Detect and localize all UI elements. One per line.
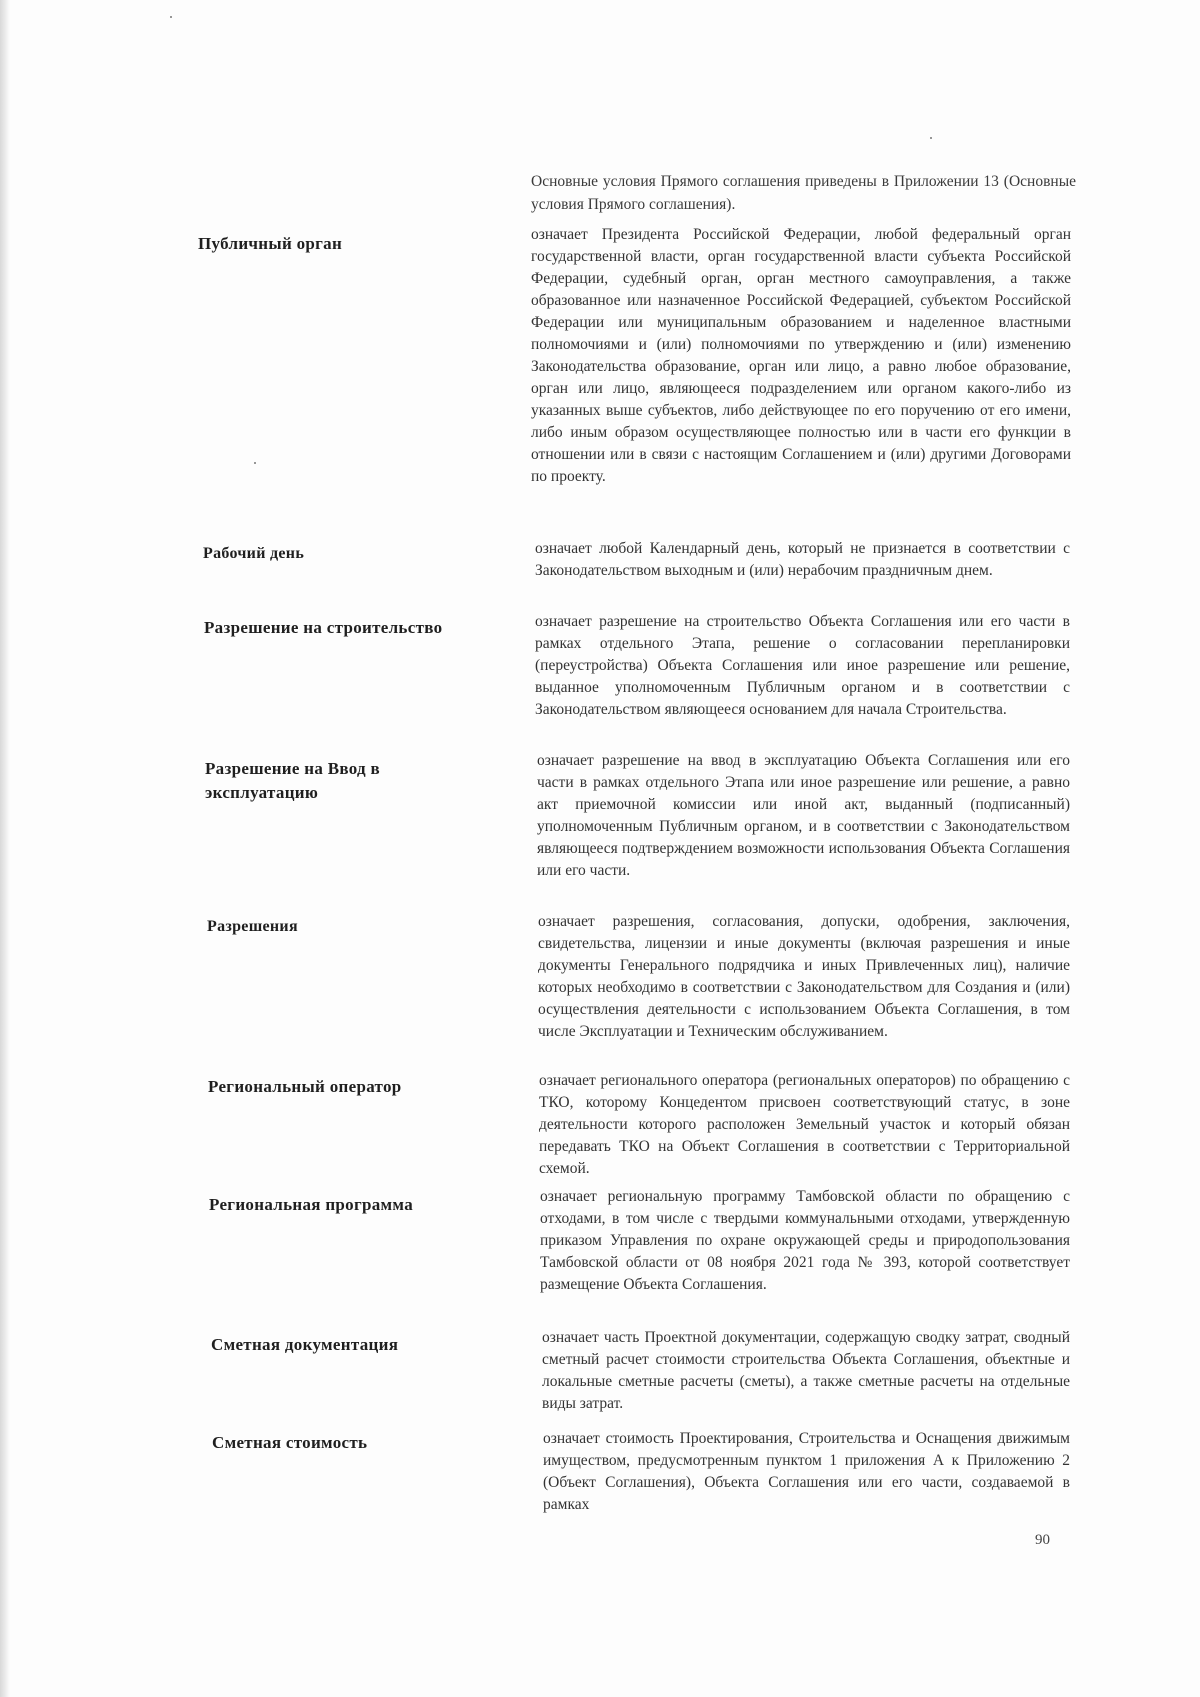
definition-construction-permit: означает разрешение на строительство Объекта Соглашения или его части в рамках отдельного Этапа, решение о согласовании перепланировки (переустройства) Объекта Соглашения или иное разрешение или решение, выданное уполномоченным Публичным органом и в соответствии с Законодательством являющееся основанием для начала Строительства. bbox=[535, 613, 1070, 718]
definition-estimate-cost: означает стоимость Проектирования, Строительства и Оснащения движимым имуществом, предусмотренным пунктом 1 приложения А к Приложению 2 (Объект Соглашения), Объекта Соглашения или его части, создаваемой в рамках bbox=[543, 1430, 1070, 1513]
scan-speck bbox=[170, 16, 172, 18]
term-public-authority: Публичный орган bbox=[198, 234, 343, 253]
definition-permits: означает разрешения, согласования, допуски, одобрения, заключения, свидетельства, лицензии и иные документы (включая разрешения и иные документы Генерального подрядчика и иных Привлеченных лиц), наличие которых необходимо в соответствии с Законодательством для Создания и (или) осуществления деятельности с использованием Объекта Соглашения, в том числе Эксплуатации и Техническим обслуживанием. bbox=[538, 913, 1070, 1040]
intro-paragraph: Основные условия Прямого соглашения приведены в Приложении 13 (Основные условия Прямого соглашения). bbox=[531, 173, 1076, 213]
term-permits: Разрешения bbox=[207, 918, 298, 935]
page-number: 90 bbox=[1035, 1532, 1050, 1548]
definition-estimate-documentation: означает часть Проектной документации, содержащую сводку затрат, сводный сметный расчет стоимости строительства Объекта Соглашения, объектные и локальные сметные расчеты (сметы), а также сметные расчеты на отдельные виды затрат. bbox=[542, 1329, 1070, 1412]
term-estimate-cost: Сметная стоимость bbox=[212, 1433, 368, 1452]
definition-working-day: означает любой Календарный день, который не признается в соответствии с Законодательством выходным и (или) нерабочим праздничным днем. bbox=[535, 540, 1070, 579]
definition-regional-operator: означает регионального оператора (региональных операторов) по обращению с ТКО, которому Концедентом присвоен соответствующий статус, в зоне деятельности которого расположен Земельный участок и который обязан передавать ТКО на Объект Соглашения в соответствии с Территориальной схемой. bbox=[539, 1072, 1070, 1177]
definition-commissioning-permit: означает разрешение на ввод в эксплуатацию Объекта Соглашения или его части в рамках отдельного Этапа или иное разрешение или решение, а равно акт приемочной комиссии или иной акт, выданный (подписанный) уполномоченным Публичным органом, и в соответствии с Законодательством являющееся подтверждением возможности использования Объекта Соглашения или его части. bbox=[537, 752, 1070, 879]
definition-public-authority: означает Президента Российской Федерации, любой федеральный орган государственной власти, орган государственной власти субъекта Российской Федерации, судебный орган, орган местного самоуправления, а также образованное или назначенное Российской Федерацией, субъектом Российской Федерации или муниципальным образованием и наделенное властными полномочиями и (или) полномочиями по утверждению и (или) изменению Законодательства образование, орган или лицо, а равно любое образование, орган или лицо, являющееся подразделением или органом какого-либо из указанных выше субъектов, либо действующее по его поручению от его имени, либо иным образом осуществляющее полностью или в части его функции в отношении или в связи с настоящим Соглашением и (или) другими Договорами по проекту. bbox=[531, 226, 1071, 485]
term-regional-program: Региональная программа bbox=[209, 1195, 414, 1214]
scan-speck bbox=[254, 462, 256, 464]
term-estimate-documentation: Сметная документация bbox=[211, 1335, 399, 1354]
scan-edge-shadow bbox=[0, 0, 10, 1697]
definition-regional-program: означает региональную программу Тамбовской области по обращению с отходами, в том числе с твердыми коммунальными отходами, утвержденную приказом Управления по охране окружающей среды и природопользования Тамбовской области от 08 ноября 2021 года № 393, которой соответствует размещение Объекта Соглашения. bbox=[540, 1188, 1070, 1293]
term-construction-permit: Разрешение на строительство bbox=[204, 618, 443, 637]
term-working-day: Рабочий день bbox=[203, 545, 305, 562]
term-commissioning-permit: Разрешение на Ввод в эксплуатацию bbox=[205, 759, 380, 802]
term-regional-operator: Региональный оператор bbox=[208, 1077, 402, 1096]
scan-speck bbox=[930, 137, 932, 139]
